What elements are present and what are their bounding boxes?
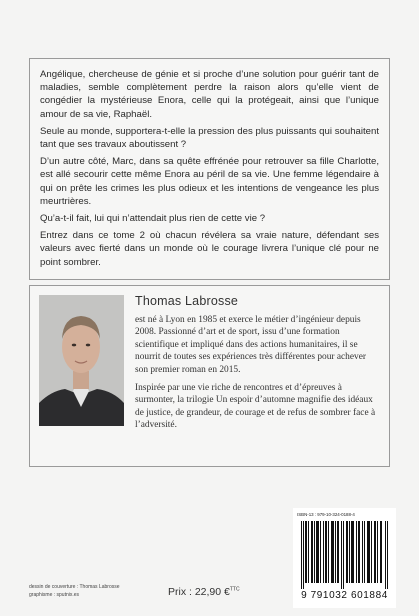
synopsis-paragraph: Entrez dans ce tome 2 où chacun révélera sa vraie nature, défendant ses valeurs avec fierté dans un monde où le courage livrera l’unique clé pour ne point sombrer. <box>40 230 379 268</box>
price-label: Prix : 22,90 € <box>168 586 230 598</box>
author-bio-paragraph: est né à Lyon en 1985 et exerce le métier d’ingénieur depuis 2008. Passionné d’art et de sport, issu d’une formation scientifique et impliqué dans des actions humanitaires, il se nourrit de toutes ses expériences très différentes pour achever son premier roman en 2015. <box>135 315 366 375</box>
synopsis-paragraph: Qu’a-t-il fait, lui qui n’attendait plus rien de cette vie ? <box>40 213 266 225</box>
synopsis-paragraph: Angélique, chercheuse de génie et si proche d’une solution pour guérir tant de maladies, semble complètement perdre la raison alors qu’elle vient de congédier la mystérieuse Enora, celle qui la protégeait, ainsi que l’unique amour de sa vie, Raphaël. <box>40 69 379 120</box>
graphics-credit: graphisme : sputnix.es <box>29 592 80 598</box>
credits <box>29 583 120 599</box>
synopsis-box <box>29 58 390 280</box>
author-bio <box>135 314 381 438</box>
price <box>168 586 240 598</box>
isbn-text: ISBN-13 : 979-10-324-0188-4 <box>297 512 355 517</box>
barcode-box <box>293 508 396 608</box>
author-box <box>29 285 390 467</box>
ean-digits: 9 791032 601884 <box>301 590 388 601</box>
price-suffix: TTC <box>229 586 240 593</box>
synopsis-paragraph: D’un autre côté, Marc, dans sa quête effrénée pour retrouver sa fille Charlotte, est allé secourir cette même Enora au péril de sa vie. Une femme légendaire à qui on prête les crimes les plus odieux et les intentions de vengeance les plus meurtrières. <box>40 156 379 207</box>
cover-credit: dessin de couverture : Thomas Labrosse <box>29 584 120 590</box>
author-bio-paragraph: Inspirée par une vie riche de rencontres et d’épreuves à surmonter, la trilogie Un espoir d’automne magnifie des idéaux de justice, de grandeur, de courage et de refus de sombrer face à l’adversité. <box>135 383 376 431</box>
author-portrait-image <box>39 295 124 426</box>
synopsis-paragraph: Seule au monde, supportera-t-elle la pression des plus puissants qui souhaitent tant que ses travaux aboutissent ? <box>40 125 379 151</box>
barcode-bars <box>301 521 389 589</box>
author-name: Thomas Labrosse <box>135 294 239 308</box>
author-photo <box>39 295 124 426</box>
